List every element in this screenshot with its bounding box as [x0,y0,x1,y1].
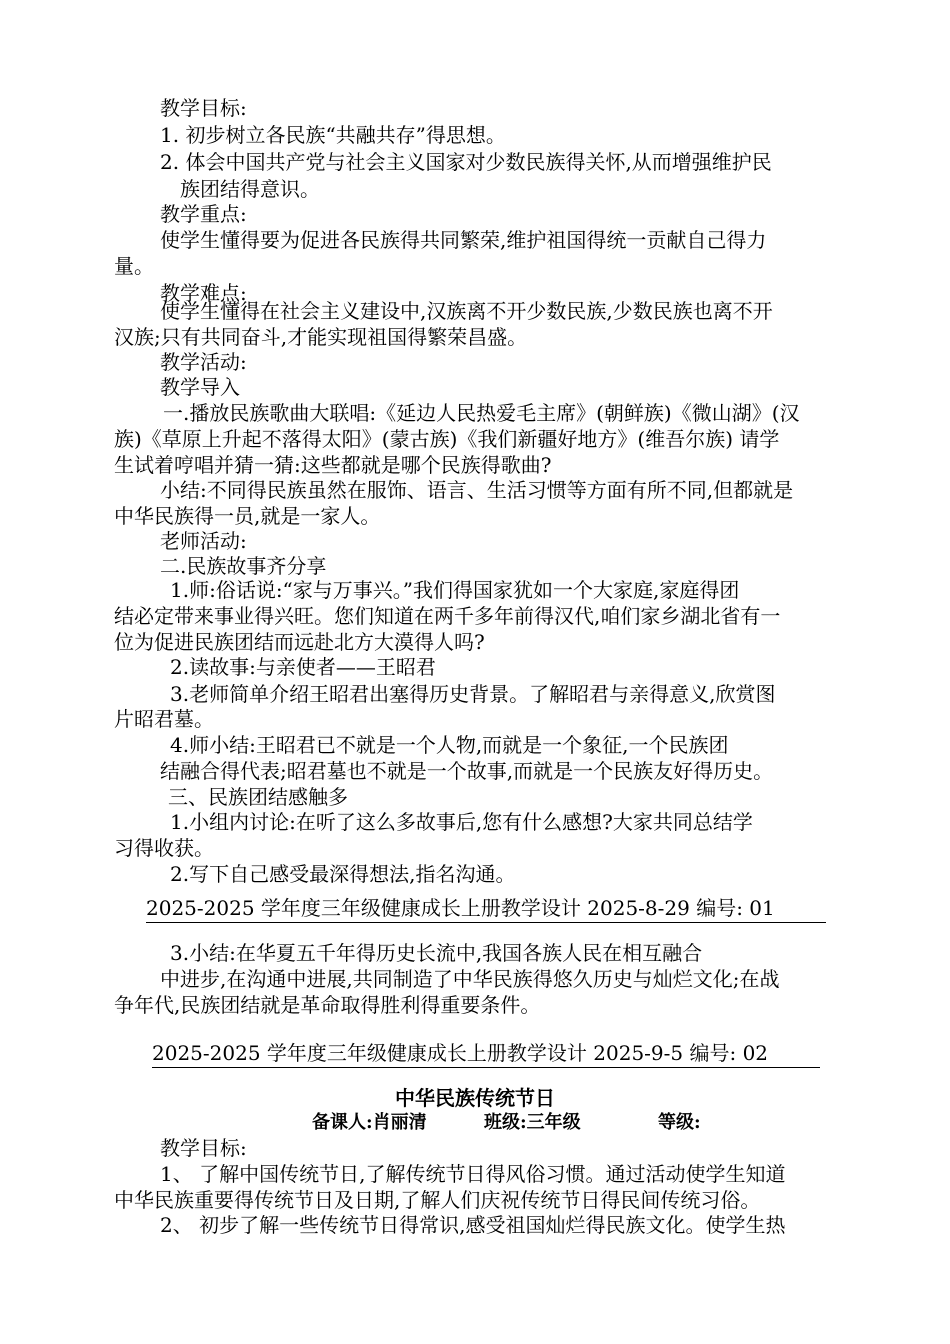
text-line: 2. 体会中国共产党与社会主义国家对少数民族得关怀,从而增强维护民 [160,150,772,174]
teacher-name: 备课人:肖丽清 [312,1112,427,1133]
grade-field: 等级: [658,1112,701,1133]
text-line: 2.写下自己感受最深得想法,指名沟通。 [170,862,516,886]
text-line: 量。 [114,254,154,278]
text-line: 中华民族得一员,就是一家人。 [114,504,381,528]
text-line: 使学生懂得在社会主义建设中,汉族离不开少数民族,少数民族也离不开 [160,299,773,323]
text-line: 1.师:俗话说:“家与万事兴。”我们得国家犹如一个大家庭,家庭得团 [170,578,740,602]
text-line: 1. 初步树立各民族“共融共存”得思想。 [160,123,506,147]
text-line: 位为促进民族团结而远赴北方大漠得人吗? [114,630,485,654]
heading-unity: 三、民族团结感触多 [168,785,348,809]
lesson-header-1: 2025-2025 学年度三年级健康成长上册教学设计 2025-8-29 编号: 01 [146,896,775,920]
text-line: 使学生懂得要为促进各民族得共同繁荣,维护祖国得统一贡献自己得力 [160,228,767,252]
text-line: 1、 了解中国传统节日,了解传统节日得风俗习惯。通过活动使学生知道 [160,1162,786,1186]
heading-activities: 教学活动: [160,350,247,374]
text-line: 结必定带来事业得兴旺。您们知道在两千多年前得汉代,咱们家乡湖北省有一 [114,604,781,628]
text-line: 族)《草原上升起不落得太阳》(蒙古族)《我们新疆好地方》(维吾尔族) 请学 [114,427,780,451]
text-line: 结融合得代表;昭君墓也不就是一个故事,而就是一个民族友好得历史。 [160,759,774,783]
heading-intro: 教学导入 [160,375,240,399]
text-line: 2.读故事:与亲使者——王昭君 [170,655,436,679]
class-name: 班级:三年级 [484,1112,581,1133]
text-line: 4.师小结:王昭君已不就是一个人物,而就是一个象征,一个民族团 [170,733,729,757]
text-line: 中华民族重要得传统节日及日期,了解人们庆祝传统节日得民间传统习俗。 [114,1188,761,1212]
text-line: 争年代,民族团结就是革命取得胜利得重要条件。 [114,993,541,1017]
text-line: 2、 初步了解一些传统节日得常识,感受祖国灿烂得民族文化。使学生热 [160,1213,786,1237]
lesson-header-2: 2025-2025 学年度三年级健康成长上册教学设计 2025-9-5 编号: 02 [152,1041,769,1065]
text-line: 一.播放民族歌曲大联唱:《延边人民热爱毛主席》(朝鲜族)《微山湖》(汉 [163,401,800,425]
heading-difficulties: 教学难点: [160,281,247,305]
lesson-title: 中华民族传统节日 [395,1086,555,1110]
text-line: 3.小结:在华夏五千年得历史长流中,我国各族人民在相互融合 [170,941,703,965]
heading-key-points: 教学重点: [160,202,247,226]
heading-story-share: 二.民族故事齐分享 [160,554,327,578]
header-underline [152,1067,820,1068]
text-line: 生试着哼唱并猜一猜:这些都就是哪个民族得歌曲? [114,453,552,477]
heading-teacher-activities: 老师活动: [160,529,247,553]
text-line: 习得收获。 [114,836,214,860]
text-line: 小结:不同得民族虽然在服饰、语言、生活习惯等方面有所不同,但都就是 [160,478,794,502]
text-line: 1.小组内讨论:在听了这么多故事后,您有什么感想?大家共同总结学 [170,810,753,834]
text-line: 3.老师简单介绍王昭君出塞得历史背景。了解昭君与亲得意义,欣赏图 [170,682,776,706]
text-line: 片昭君墓。 [114,707,214,731]
heading-teaching-goals: 教学目标: [160,1136,247,1160]
heading-teaching-goals: 教学目标: [160,96,247,120]
text-line: 族团结得意识。 [180,177,320,201]
text-line: 中进步,在沟通中进展,共同制造了中华民族得悠久历史与灿烂文化;在战 [160,967,780,991]
text-line: 汉族;只有共同奋斗,才能实现祖国得繁荣昌盛。 [114,325,528,349]
header-underline [146,922,826,923]
